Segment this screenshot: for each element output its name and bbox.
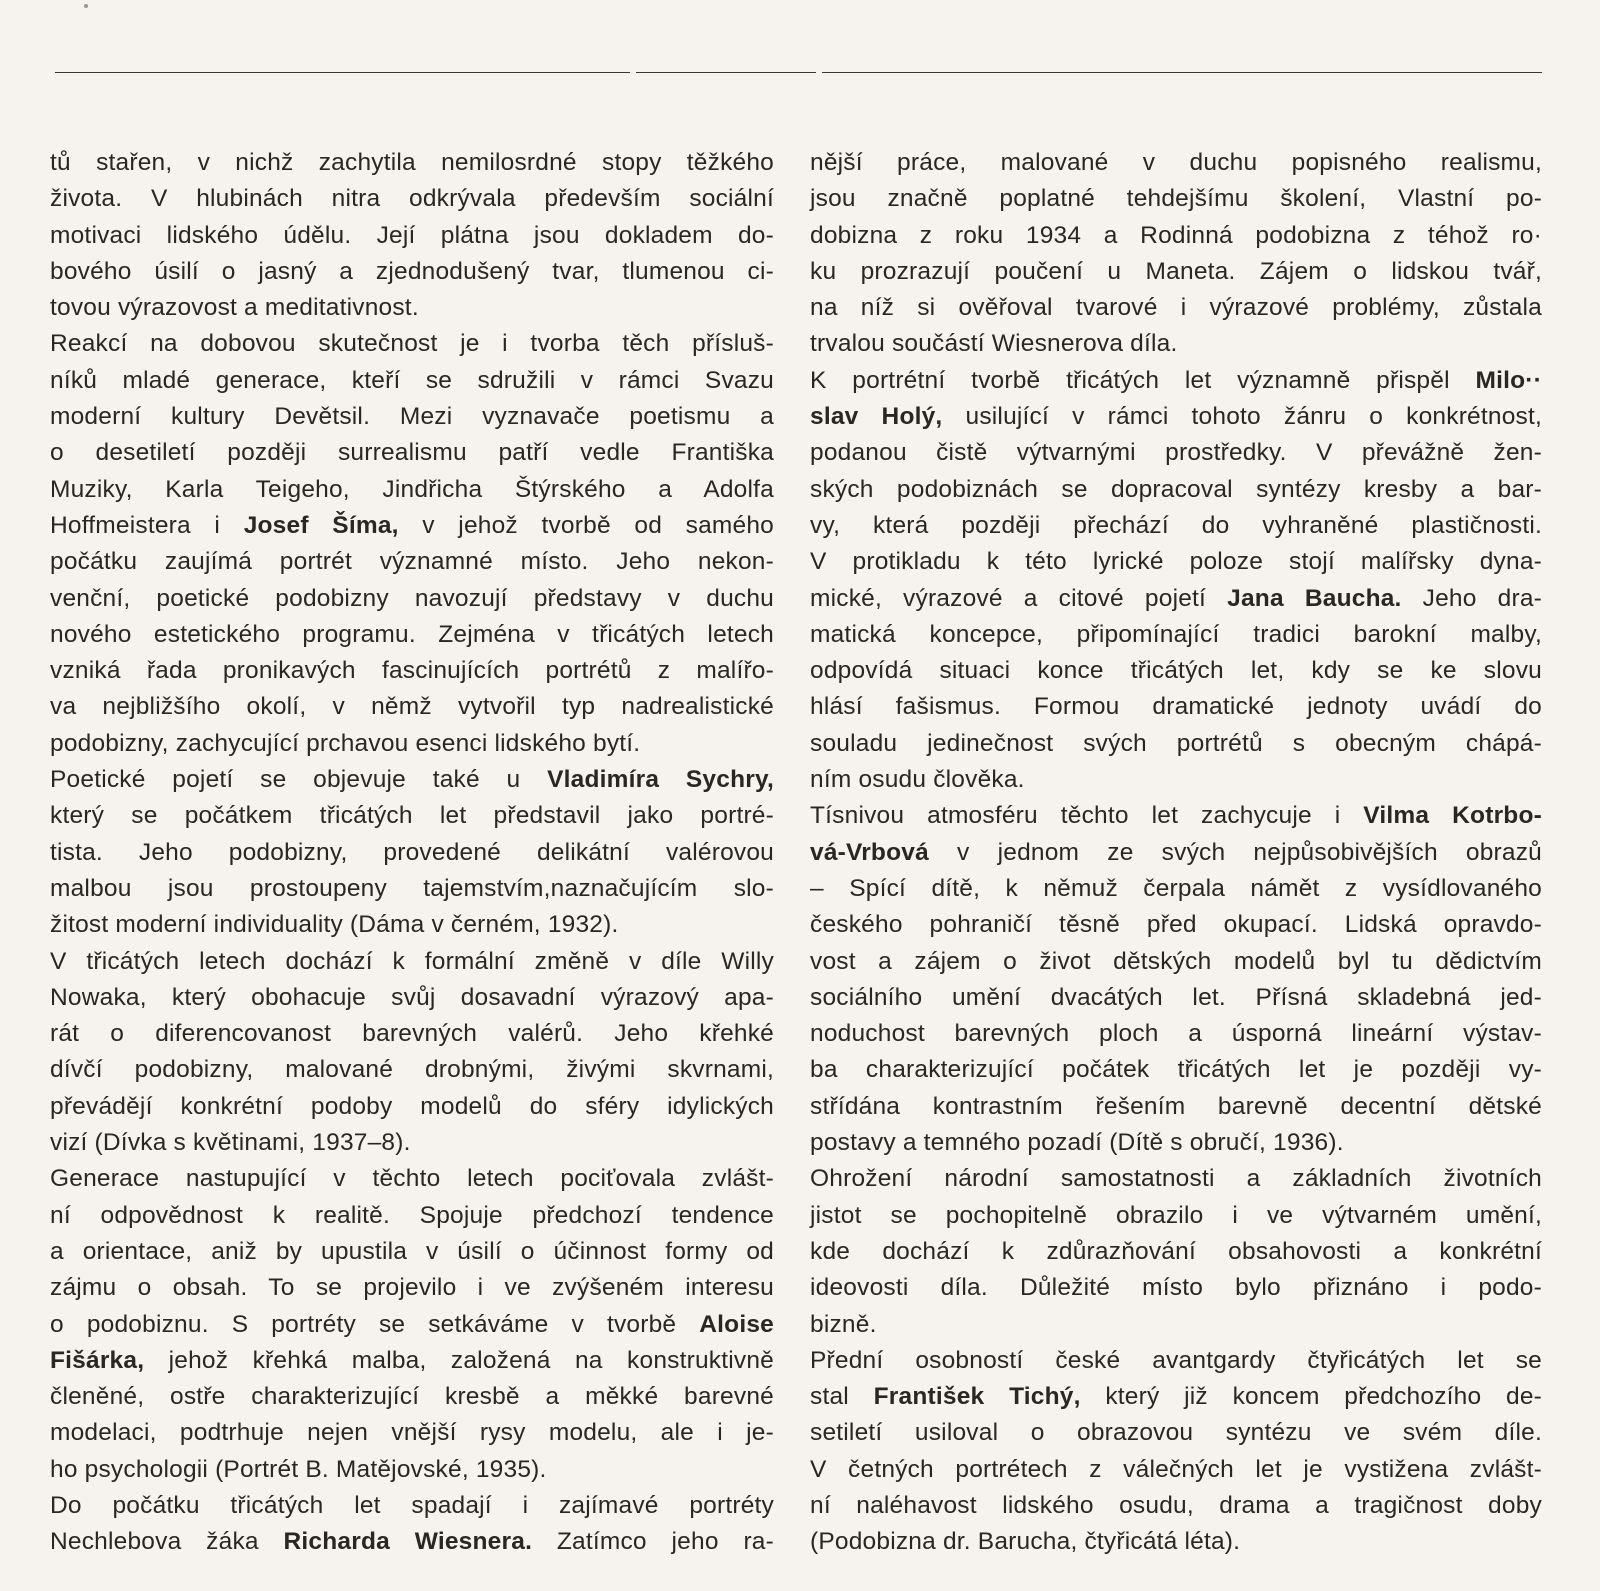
line-text-after: jehož křehká malba, založená na konstruktivně [144, 1346, 774, 1374]
line-text: žitost moderní individuality (Dáma v černém, 1932). [50, 911, 619, 939]
line-text: podobizny, zachycující prchavou esenci lidského bytí. [50, 729, 641, 757]
artist-name: Fišárka, [50, 1346, 145, 1374]
line-text: venční, poetické podobizny navozují představy v duchu [50, 584, 774, 612]
text-line [810, 363, 1542, 399]
text-line [50, 1307, 774, 1343]
line-text: vy, která později přechází do vyhraněné plastičnosti. [810, 511, 1542, 539]
line-text: souladu jedinečnost svých portrétů s obecným chápá- [810, 729, 1542, 757]
text-line [810, 435, 1542, 471]
line-text: členěné, ostře charakterizující kresbě a měkké barevné [50, 1383, 774, 1411]
line-text: podanou čistě výtvarnými prostředky. V převážně žen- [810, 439, 1542, 467]
text-line [50, 1161, 774, 1197]
text-line [50, 835, 774, 871]
artist-name: Richarda Wiesnera. [283, 1528, 533, 1556]
text-line [50, 363, 774, 399]
artist-name: Vilma Kotrbo- [1363, 802, 1542, 830]
line-text: o desetiletí později surrealismu patří vedle Františka [50, 439, 774, 467]
line-text: ku prozrazují poučení u Maneta. Zájem o lidskou tvář, [810, 257, 1542, 285]
text-line [810, 544, 1542, 580]
text-line [810, 218, 1542, 254]
line-text: o podobiznu. S portréty se setkáváme v tvorbě [50, 1310, 700, 1338]
artist-name: Josef Šíma, [243, 511, 399, 539]
line-text: vzniká řada pronikavých fascinujících portrétů z malířo- [50, 657, 774, 685]
text-line [50, 508, 774, 544]
print-speck [84, 4, 88, 8]
text-line [50, 726, 774, 762]
line-text: modelaci, podtrhuje nejen vnější rysy modelu, ale i je- [50, 1419, 774, 1447]
line-text: ba charakterizující počátek třicátých let je později vy- [810, 1056, 1542, 1084]
artist-name: slav Holý, [810, 403, 943, 431]
text-line [50, 1016, 774, 1052]
line-text: tů stařen, v nichž zachytila nemilosrdné stopy těžkého [50, 149, 774, 176]
line-text-after: který již koncem předchozího de- [1080, 1383, 1543, 1411]
line-text: Nowaka, který obohacuje svůj dosavadní výrazový apa- [50, 983, 774, 1011]
line-text: trvalou součástí Wiesnerova díla. [810, 330, 1178, 358]
text-line [810, 871, 1542, 907]
line-text: V třicátých letech dochází k formální změně v díle Willy [50, 947, 774, 975]
header-rule-right [822, 72, 1542, 73]
artist-name: vá-Vrbová [810, 838, 929, 866]
text-line [810, 689, 1542, 725]
line-text: vost a zájem o život dětských modelů byl tu dědictvím [810, 947, 1542, 975]
text-line [50, 1415, 774, 1451]
line-text: nového estetického programu. Zejména v třicátých letech [50, 620, 774, 648]
line-text: tovou výrazovost a meditativnost. [50, 294, 419, 322]
text-line [50, 1089, 774, 1125]
line-text: V protikladu k této lyrické poloze stojí malířsky dyna- [810, 548, 1542, 576]
artist-name: Milo·· [1475, 366, 1542, 394]
text-line [810, 1089, 1542, 1125]
text-line [810, 1343, 1542, 1379]
line-text: matická koncepce, připomínající tradici barokní malby, [810, 620, 1542, 648]
line-text: (Podobizna dr. Barucha, čtyřicátá léta). [810, 1528, 1241, 1556]
text-line [810, 798, 1542, 834]
text-line [810, 617, 1542, 653]
text-line [810, 762, 1542, 798]
text-line [810, 1198, 1542, 1234]
text-line [50, 1524, 774, 1560]
text-line [810, 835, 1542, 871]
text-line [810, 1161, 1542, 1197]
artist-name: Aloise [699, 1310, 774, 1338]
line-text: Tísnivou atmosféru těchto let zachycuje i [810, 802, 1364, 830]
text-line [810, 1270, 1542, 1306]
line-text: počátku zaujímá portrét významné místo. Jeho nekon- [50, 548, 774, 576]
artist-name: Vladimíra Sychry, [547, 766, 774, 794]
line-text: Nechlebova žáka [50, 1528, 284, 1556]
line-text-after: usilující v rámci tohoto žánru o konkrétnost, [942, 403, 1543, 431]
text-line [50, 254, 774, 290]
text-line [50, 944, 774, 980]
text-line [50, 1452, 774, 1488]
line-text-after: Jeho dra- [1401, 584, 1542, 612]
text-line [810, 1488, 1542, 1524]
text-line [50, 1234, 774, 1270]
line-text: ním osudu člověka. [810, 766, 1025, 794]
line-text: kde dochází k zdůrazňování obsahovosti a konkrétní [810, 1237, 1542, 1265]
line-text: – Spící dítě, k němuž čerpala námět z vysídlovaného [810, 874, 1542, 902]
text-line [810, 254, 1542, 290]
line-text: odpovídá situaci konce třicátých let, kdy se ke slovu [810, 657, 1542, 685]
line-text: Přední osobností české avantgardy čtyřicátých let se [810, 1346, 1542, 1374]
text-line [50, 472, 774, 508]
line-text: dobizna z roku 1934 a Rodinná podobizna z téhož ro· [810, 221, 1542, 249]
text-line [810, 399, 1542, 435]
line-text: tista. Jeho podobizny, provedené delikátní valérovou [50, 838, 774, 866]
line-text: jsou značně poplatné tehdejšímu školení, Vlastní po- [810, 185, 1542, 213]
text-line [50, 617, 774, 653]
line-text: dívčí podobizny, malované drobnými, živými skvrnami, [50, 1056, 774, 1084]
text-line [810, 944, 1542, 980]
line-text: Muziky, Karla Teigeho, Jindřicha Štýrského a Adolfa [50, 475, 774, 503]
text-line [50, 399, 774, 435]
text-line [810, 1379, 1542, 1415]
text-line [50, 653, 774, 689]
text-line [810, 181, 1542, 217]
line-text: na níž si ověřoval tvarové i výrazové problémy, zůstala [810, 294, 1542, 322]
line-text: českého pohraničí těsně před okupací. Lidská opravdo- [810, 911, 1542, 939]
line-text: malbou jsou prostoupeny tajemstvím,naznačujícím slo- [50, 874, 774, 902]
artist-name: Jana Baucha. [1227, 584, 1402, 612]
line-text: zájmu o obsah. To se projevilo i ve zvýšeném interesu [50, 1274, 774, 1302]
line-text: ských podobiznách se dopracoval syntézy kresby a bar- [810, 475, 1542, 503]
line-text: ideovosti díla. Důležité místo bylo přiznáno i podo- [810, 1274, 1542, 1302]
line-text: který se počátkem třicátých let představil jako portré- [50, 802, 774, 830]
text-line [50, 1488, 774, 1524]
line-text: postavy a temného pozadí (Dítě s obručí, 1936). [810, 1129, 1344, 1157]
line-text: setiletí usiloval o obrazovou syntézu ve svém díle. [810, 1419, 1542, 1447]
artist-name: František Tichý, [873, 1383, 1081, 1411]
text-line [810, 1234, 1542, 1270]
text-line [810, 980, 1542, 1016]
line-text: K portrétní tvorbě třicátých let významně přispěl [810, 366, 1476, 394]
text-line [50, 581, 774, 617]
line-text: střídána kontrastním řešením barevně decentní dětské [810, 1092, 1542, 1120]
text-line [50, 689, 774, 725]
line-text: moderní kultury Devětsil. Mezi vyznavače poetismu a [50, 403, 774, 431]
text-column-right [810, 145, 1542, 1561]
line-text: ní naléhavost lidského osudu, drama a tragičnost doby [810, 1491, 1542, 1519]
text-line [810, 726, 1542, 762]
line-text: jistot se pochopitelně obrazilo i ve výtvarném umění, [810, 1201, 1542, 1229]
line-text: sociálního umění dvacátých let. Přísná skladebná jed- [810, 983, 1542, 1011]
line-text: a orientace, aniž by upustila v úsilí o účinnost formy od [50, 1237, 774, 1265]
text-line [50, 145, 774, 181]
line-text: převádějí konkrétní podoby modelů do sféry idylických [50, 1092, 774, 1120]
line-text: Reakcí na dobovou skutečnost je i tvorba těch přísluš- [50, 330, 774, 358]
text-line [810, 1307, 1542, 1343]
text-line [50, 290, 774, 326]
line-text: rát o diferencovanost barevných valérů. Jeho křehké [50, 1020, 774, 1048]
line-text: Generace nastupující v těchto letech pociťovala zvlášt- [50, 1165, 774, 1193]
line-text: noduchost barevných ploch a úsporná lineární výstav- [810, 1020, 1542, 1048]
line-text: hlásí fašismus. Formou dramatické jednoty uvádí do [810, 693, 1542, 721]
text-line [810, 581, 1542, 617]
text-line [810, 290, 1542, 326]
text-line [50, 1198, 774, 1234]
text-line [810, 472, 1542, 508]
line-text: va nejbližšího okolí, v němž vytvořil typ nadrealistické [50, 693, 774, 721]
text-line [50, 1343, 774, 1379]
text-line [810, 1016, 1542, 1052]
line-text: motivaci lidského údělu. Její plátna jsou dokladem do- [50, 221, 774, 249]
text-line [50, 980, 774, 1016]
text-line [50, 181, 774, 217]
line-text-after: v jehož tvorbě od samého [398, 511, 774, 539]
header-rule-left [55, 72, 630, 73]
text-line [810, 508, 1542, 544]
header-rule-middle [636, 72, 816, 73]
text-line [50, 907, 774, 943]
text-line [50, 544, 774, 580]
text-line [50, 1125, 774, 1161]
text-line [50, 435, 774, 471]
text-line [50, 326, 774, 362]
text-line [810, 1415, 1542, 1451]
text-line [810, 1125, 1542, 1161]
line-text: ní odpovědnost k realitě. Spojuje předchozí tendence [50, 1201, 774, 1229]
line-text: níků mladé generace, kteří se sdružili v rámci Svazu [50, 366, 774, 394]
line-text: Poetické pojetí se objevuje také u [50, 766, 548, 794]
text-line [50, 1270, 774, 1306]
text-line [810, 145, 1542, 181]
text-line [810, 326, 1542, 362]
text-line [810, 1452, 1542, 1488]
text-line [810, 653, 1542, 689]
line-text: Hoffmeistera i [50, 511, 244, 539]
text-line [50, 798, 774, 834]
text-line [810, 907, 1542, 943]
text-line [810, 1052, 1542, 1088]
text-line [50, 762, 774, 798]
text-line [50, 1379, 774, 1415]
text-line [50, 1052, 774, 1088]
line-text: V četných portrétech z válečných let je vystižena zvlášt- [810, 1455, 1542, 1483]
line-text: bového úsilí o jasný a zjednodušený tvar, tlumenou ci- [50, 257, 774, 285]
text-line [810, 1524, 1542, 1560]
line-text: ho psychologii (Portrét B. Matějovské, 1935). [50, 1455, 547, 1483]
line-text: stal [810, 1383, 874, 1411]
line-text-after: Zatímco jeho ra- [532, 1528, 774, 1556]
line-text: Do počátku třicátých let spadají i zajímavé portréty [50, 1491, 774, 1519]
text-column-left [50, 145, 774, 1561]
line-text: bizně. [810, 1310, 877, 1338]
text-line [50, 871, 774, 907]
line-text-after: v jednom ze svých nejpůsobivějších obrazů [928, 838, 1542, 866]
text-line [50, 218, 774, 254]
line-text: života. V hlubinách nitra odkrývala především sociální [50, 185, 774, 213]
line-text: nější práce, malované v duchu popisného realismu, [810, 149, 1542, 176]
line-text: Ohrožení národní samostatnosti a základních životních [810, 1165, 1542, 1193]
line-text: mické, výrazové a citové pojetí [810, 584, 1228, 612]
line-text: vizí (Dívka s květinami, 1937–8). [50, 1129, 411, 1157]
